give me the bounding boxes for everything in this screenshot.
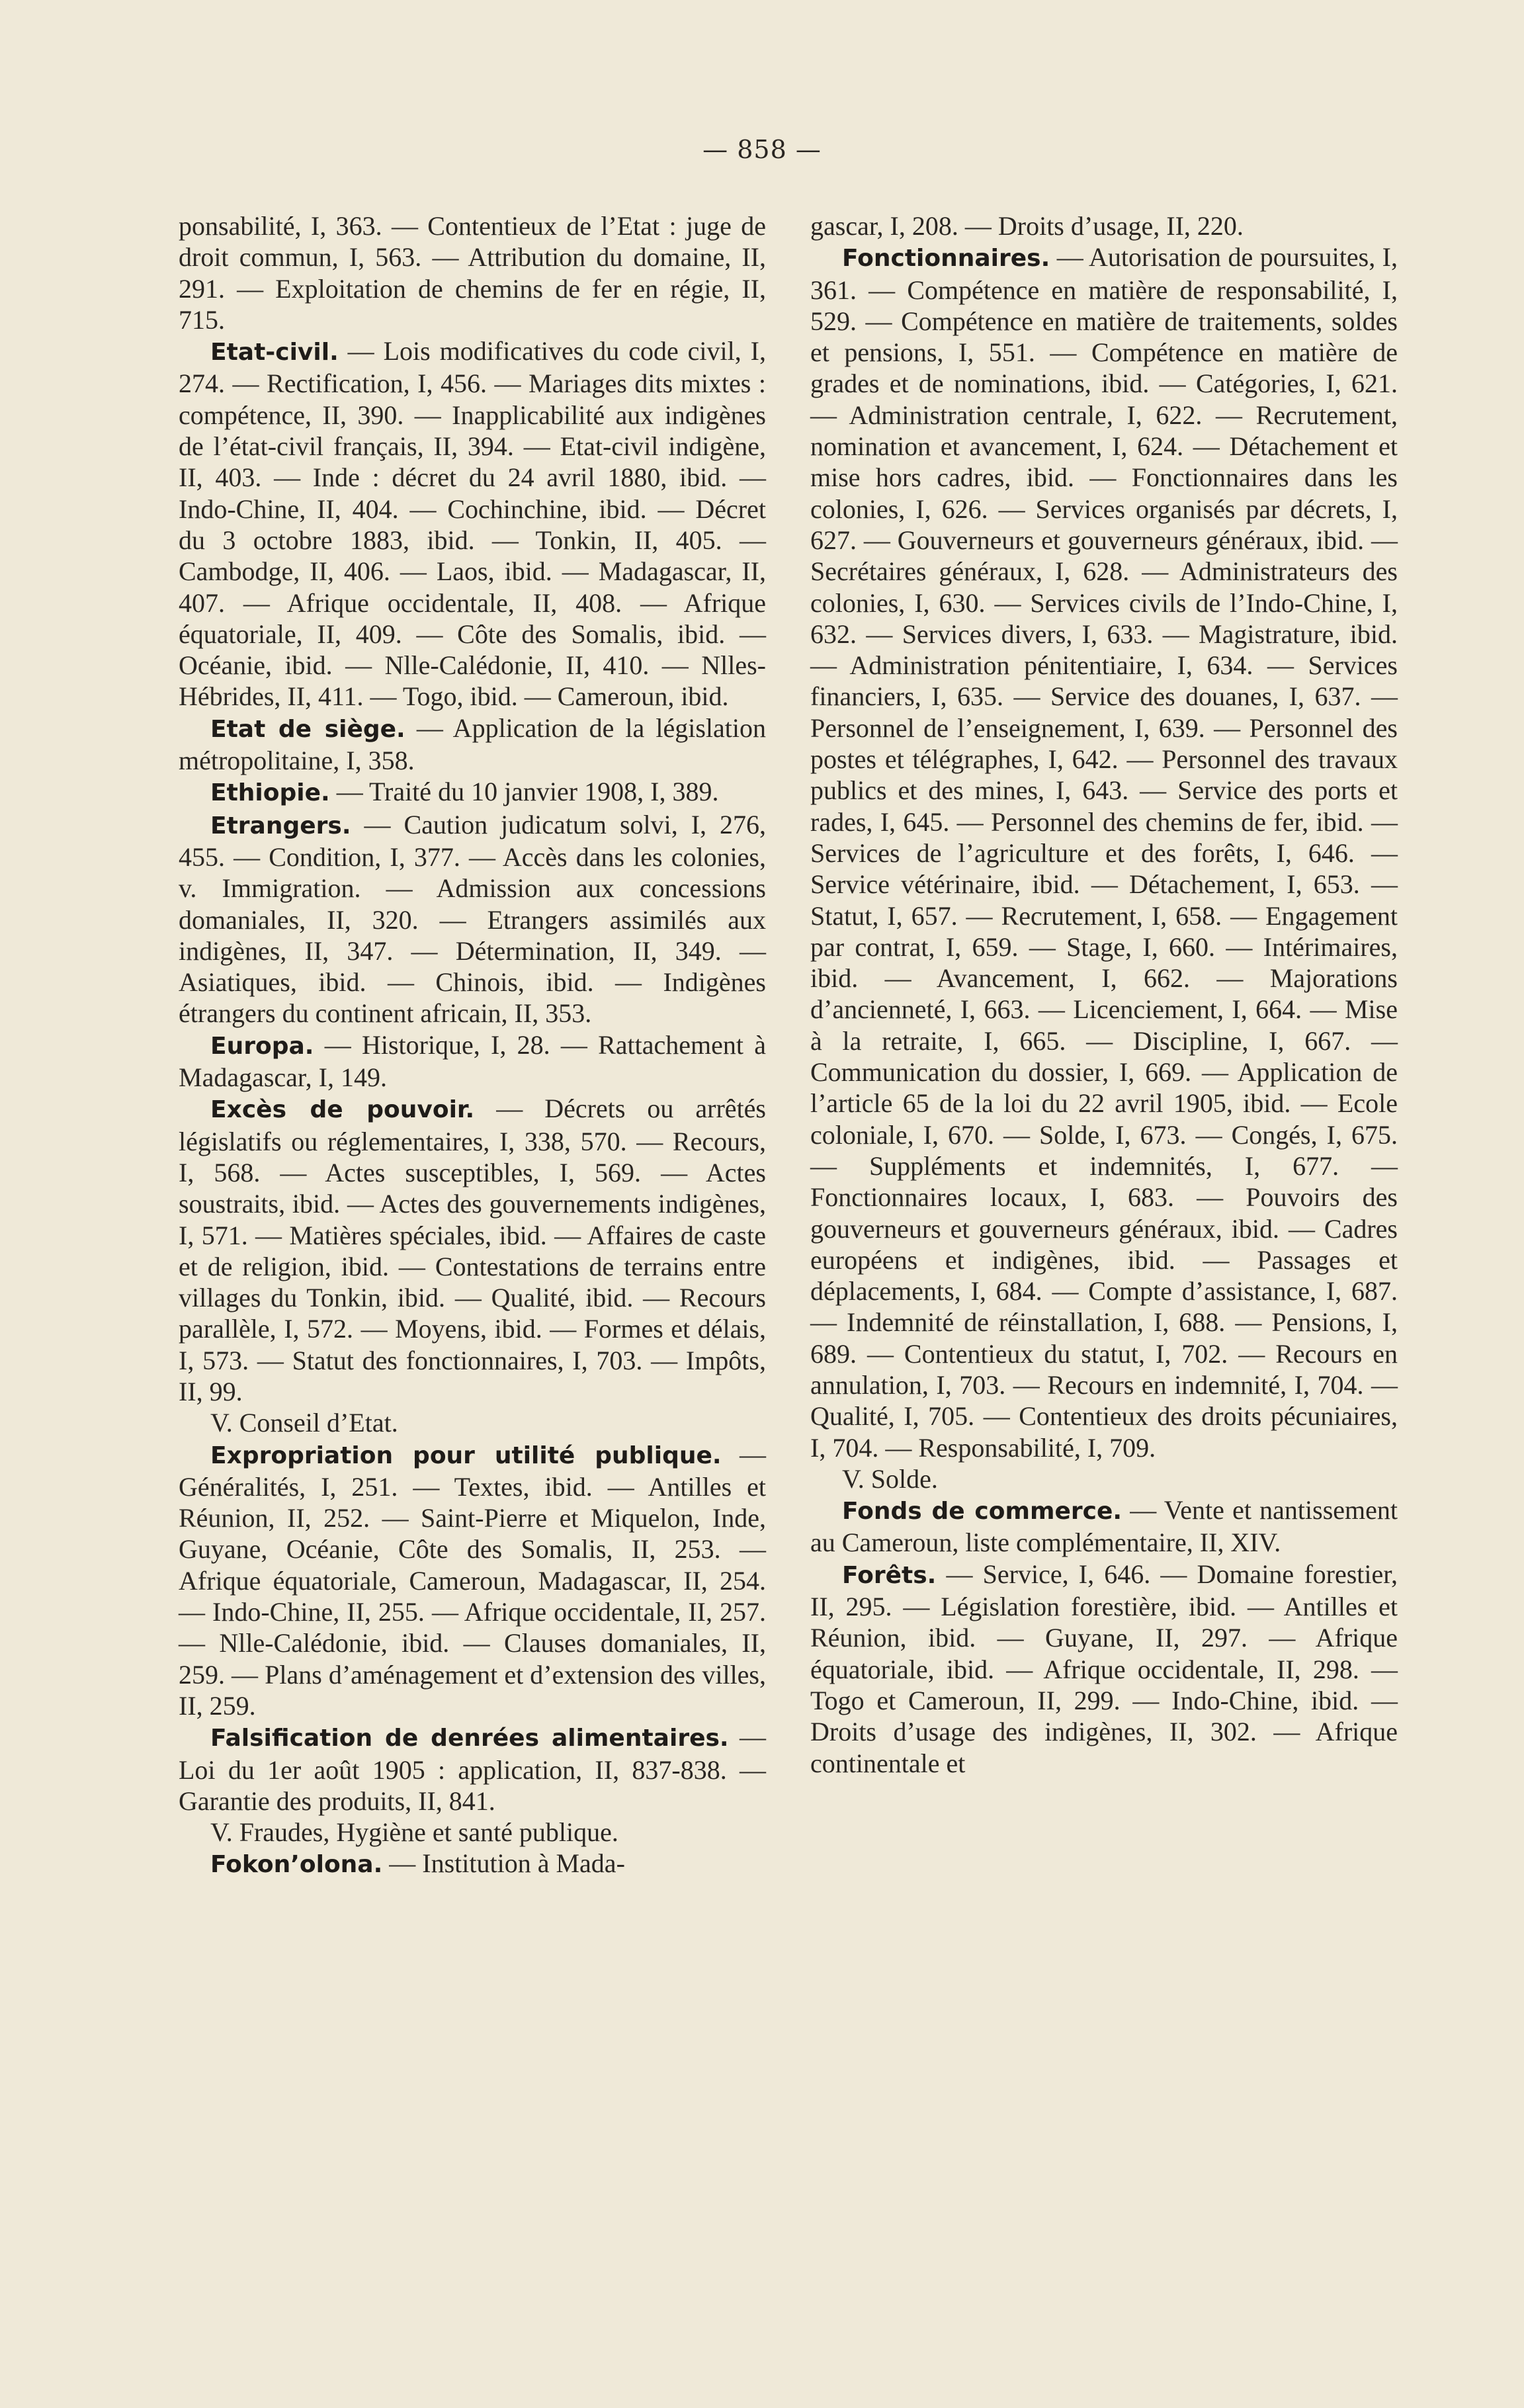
entry-text: — Généralités, I, 251. — Textes, ibid. — Antilles et Réunion, II, 252. — Saint-Pierre et Miquelon, Inde, Guyane, Océanie, Côte des Somalis, II, 253. — Afrique équatoriale, Cameroun, Madagascar, II, 254. — Indo-Chine, II, 255. — Afrique occidentale, II, 257. — Nlle-Calédonie, ibid. — Clauses domaniales, II, 259. — Plans d’aménagement et d’extension des villes, II, 259. <box>179 1439 766 1721</box>
left-column <box>179 210 766 1881</box>
entry-heading: Etat-civil. <box>210 339 339 366</box>
entry-heading: Ethiopie. <box>210 779 330 807</box>
see-also-text: V. Solde. <box>842 1463 938 1494</box>
entry-text: — Historique, I, 28. — Rattachement à Madagascar, I, 149. <box>179 1029 766 1093</box>
entry-text: — Vente et nantissement au Cameroun, liste complémentaire, II, XIV. <box>810 1495 1398 1558</box>
entry-heading: Fonds de commerce. <box>842 1498 1122 1526</box>
entry-heading: Etrangers. <box>210 812 351 839</box>
entry-heading: Fokon’olona. <box>210 1851 383 1879</box>
entry-heading: Falsification de denrées alimentaires. <box>210 1725 729 1752</box>
index-entry <box>179 1093 766 1407</box>
entry-heading: Excès de pouvoir. <box>210 1096 475 1124</box>
entry-text: gascar, I, 208. — Droits d’usage, II, 220. <box>810 211 1244 241</box>
entry-text: — Traité du 10 janvier 1908, I, 389. <box>329 777 719 807</box>
see-also-text: V. Fraudes, Hygiène et santé publique. <box>210 1817 618 1848</box>
index-entry <box>179 809 766 1029</box>
entry-text: ponsabilité, I, 363. — Contentieux de l’Etat : juge de droit commun, I, 563. — Attribution du domaine, II, 291. — Exploitation de chemins de fer en régie, II, 715. <box>179 211 766 335</box>
index-entry <box>810 210 1398 241</box>
index-entry <box>179 210 766 335</box>
page-number: — 858 — <box>702 135 822 164</box>
see-also <box>810 1463 1398 1494</box>
entry-text: — Loi du 1er août 1905 : application, II, 837-838. — Garantie des produits, II, 841. <box>179 1722 766 1816</box>
entry-heading: Europa. <box>210 1032 314 1060</box>
entry-heading: Forêts. <box>842 1561 937 1589</box>
entry-text: — Caution judicatum solvi, I, 276, 455. — Condition, I, 377. — Accès dans les colonies, v. Immigration. — Admission aux concessions domaniales, II, 320. — Etrangers assimilés aux indigènes, II, 347. — Détermination, II, 349. — Asiatiques, ibid. — Chinois, ibid. — Indigènes étrangers du continent africain, II, 353. <box>179 809 766 1029</box>
entry-text: — Autorisation de poursuites, I, 361. — Compétence en matière de responsabilité, I, 529. — Compétence en matière de traitements, soldes et pensions, I, 551. — Compétence en matière de grades et de nominations, ibid. — Catégories, I, 621. — Administration centrale, I, 622. — Recrutement, nomination et avancement, I, 624. — Détachement et mise hors cadres, ibid. — Fonctionnaires dans les colonies, I, 626. — Services organisés par décrets, I, 627. — Gouverneurs et gouverneurs généraux, ibid. — Secrétaires généraux, I, 628. — Administrateurs des colonies, I, 630. — Services civils de l’Indo-Chine, I, 632. — Services divers, I, 633. — Magistrature, ibid. — Administration pénitentiaire, I, 634. — Services financiers, I, 635. — Service des douanes, I, 637. — Personnel de l’enseignement, I, 639. — Personnel des postes et télégraphes, I, 642. — Personnel des travaux publics et des mines, I, 643. — Service des ports et rades, I, 645. — Personnel des chemins de fer, ibid. — Services de l’agriculture et des forêts, I, 646. — Service vétérinaire, ibid. — Détachement, I, 653. — Statut, I, 657. — Recrutement, I, 658. — Engagement par contrat, I, 659. — Stage, I, 660. — Intérimaires, ibid. — Avancement, I, 662. — Majorations d’ancienneté, I, 663. — Licenciement, I, 664. — Mise à la retraite, I, 665. — Discipline, I, 667. — Communication du dossier, I, 669. — Application de l’article 65 de la loi du 22 avril 1905, ibid. — Ecole coloniale, I, 670. — Solde, I, 673. — Congés, I, 675. — Suppléments et indemnités, I, 677. — Fonctionnaires locaux, I, 683. — Pouvoirs des gouverneurs et gouverneurs généraux, ibid. — Cadres européens et indigènes, ibid. — Passages et déplacements, I, 684. — Compte d’assistance, I, 687. — Indemnité de réinstallation, I, 688. — Pensions, I, 689. — Contentieux du statut, I, 702. — Recours en annulation, I, 703. — Recours en indemnité, I, 704. — Qualité, I, 705. — Contentieux des droits pécuniaires, I, 704. — Responsabilité, I, 709. <box>810 242 1398 1463</box>
index-entry <box>179 1029 766 1094</box>
entry-text: — Application de la législation métropolitaine, I, 358. <box>179 712 766 776</box>
right-column <box>810 210 1398 1779</box>
index-entry <box>810 241 1398 1463</box>
index-entry <box>179 1848 766 1880</box>
entry-text: — Décrets ou arrêtés législatifs ou réglementaires, I, 338, 570. — Recours, I, 568. — Actes susceptibles, I, 569. — Actes soustraits, ibid. — Actes des gouvernements indigènes, I, 571. — Matières spéciales, ibid. — Affaires de caste et de religion, ibid. — Contestations de terrains entre villages du Tonkin, ibid. — Qualité, ibid. — Recours parallèle, I, 572. — Moyens, ibid. — Formes et délais, I, 573. — Statut des fonctionnaires, I, 703. — Impôts, II, 99. <box>179 1094 766 1406</box>
see-also <box>179 1407 766 1438</box>
index-entry <box>179 335 766 712</box>
index-entry <box>810 1559 1398 1779</box>
index-entry <box>810 1494 1398 1559</box>
entry-text: — Lois modificatives du code civil, I, 274. — Rectification, I, 456. — Mariages dits mixtes : compétence, II, 390. — Inapplicabilité aux indigènes de l’état-civil français, II, 394. — Etat-civil indigène, II, 403. — Inde : décret du 24 avril 1880, ibid. — Indo-Chine, II, 404. — Cochinchine, ibid. — Décret du 3 octobre 1883, ibid. — Tonkin, II, 405. — Cambodge, II, 406. — Laos, ibid. — Madagascar, II, 407. — Afrique occidentale, II, 408. — Afrique équatoriale, II, 409. — Côte des Somalis, ibid. — Océanie, ibid. — Nlle-Calédonie, II, 410. — Nlles-Hébrides, II, 411. — Togo, ibid. — Cameroun, ibid. <box>179 336 766 712</box>
entry-heading: Expropriation pour utilité publique. <box>210 1441 722 1469</box>
see-also-text: V. Conseil d’Etat. <box>210 1408 398 1438</box>
see-also <box>179 1817 766 1848</box>
index-entry <box>179 1721 766 1817</box>
entry-heading: Fonctionnaires. <box>842 245 1050 273</box>
entry-text: — Institution à Mada- <box>382 1848 625 1879</box>
index-entry <box>179 1439 766 1722</box>
entry-heading: Etat de siège. <box>210 715 405 743</box>
entry-text: — Service, I, 646. — Domaine forestier, II, 295. — Législation forestière, ibid. — Antilles et Réunion, ibid. — Guyane, II, 297. — Afrique équatoriale, ibid. — Afrique occidentale, II, 298. — Togo et Cameroun, II, 299. — Indo-Chine, ibid. — Droits d’usage des indigènes, II, 302. — Afrique continentale et <box>810 1559 1398 1778</box>
index-entry <box>179 712 766 777</box>
index-entry <box>179 776 766 808</box>
